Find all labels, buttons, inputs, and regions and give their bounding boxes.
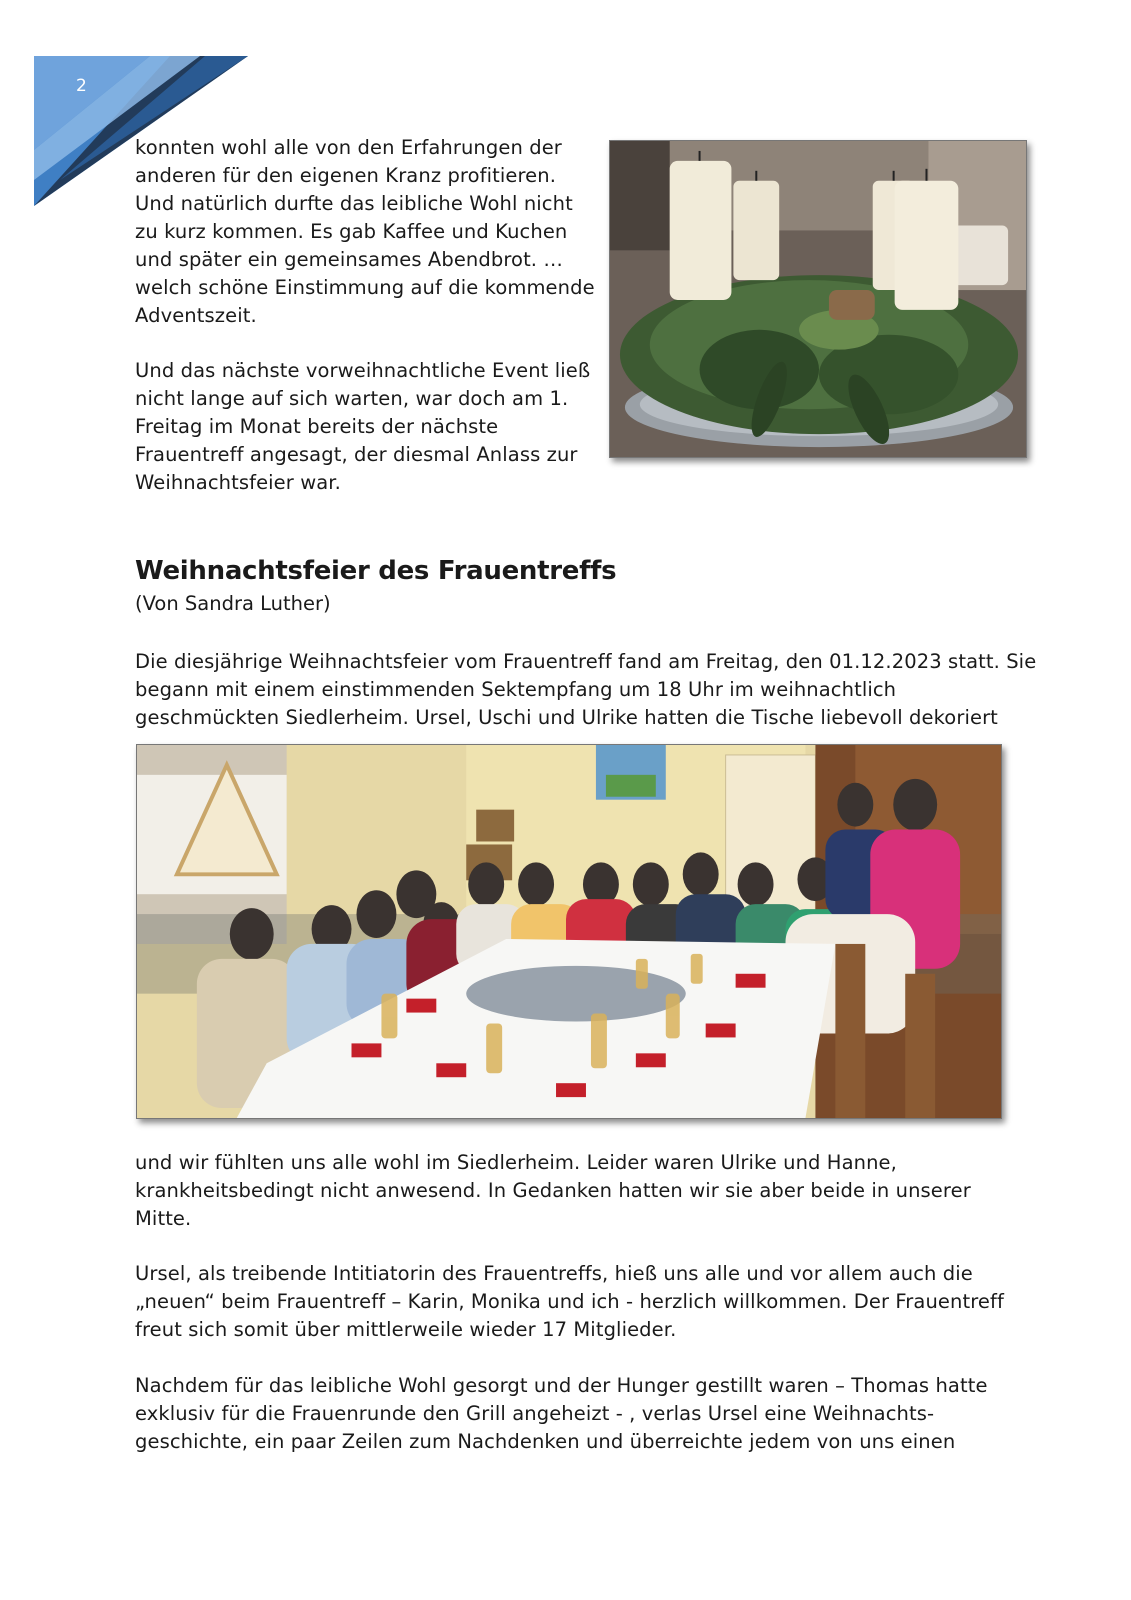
article-title: Weihnachtsfeier des Frauentreffs [135, 556, 617, 586]
article-paragraph-4: Nachdem für das leibliche Wohl gesorgt und der Hunger gestillt waren – Thomas hatte exklusiv für die Frauenrunde den Grill angeheizt - , verlas Ursel eine Weihnachts- geschichte, ein paar Zeilen zum Nachdenken und überreichte jedem von uns einen [135, 1374, 988, 1453]
article-paragraph-3: Ursel, als treibende Intitiatorin des Frauentreffs, hieß uns alle und vor allem auch die „neuen“ beim Frauentreff – Karin, Monika und ich - herzlich willkommen. Der Frauentreff freut sich somit über mittlerweile wieder 17 Mitglieder. [135, 1262, 1004, 1341]
intro-paragraph-1: konnten wohl alle von den Erfahrungen der anderen für den eigenen Kranz profitieren. Und natürlich durfte das leibliche Wohl nicht zu kurz kommen. Es gab Kaffee und Kuchen und später ein gemeinsames Abendbrot. … welch schöne Einstimmung auf die kommende Adventszeit. [135, 136, 595, 327]
intro-paragraph-2: Und das nächste vorweihnachtliche Event ließ nicht lange auf sich warten, war doch am 1. Freitag im Monat bereits der nächste Frauentreff angesagt, der diesmal Anlass zur Weihnachtsfeier war. [135, 359, 591, 494]
advent-wreath-photo [609, 140, 1027, 458]
page-number: 2 [76, 76, 87, 96]
article-paragraph-1: Die diesjährige Weihnachtsfeier vom Frauentreff fand am Freitag, den 01.12.2023 statt. Sie begann mit einem einstimmenden Sektempfang um 18 Uhr im weihnachtlich geschmückten Siedlerheim. Ursel, Uschi und Ulrike hatten die Tische liebevoll dekoriert [135, 650, 1037, 729]
article-byline: (Von Sandra Luther) [135, 592, 331, 615]
christmas-party-photo [136, 744, 1002, 1119]
article-paragraph-2: und wir fühlten uns alle wohl im Siedlerheim. Leider waren Ulrike und Hanne, krankheitsbedingt nicht anwesend. In Gedanken hatten wir sie aber beide in unserer Mitte. [135, 1151, 971, 1230]
